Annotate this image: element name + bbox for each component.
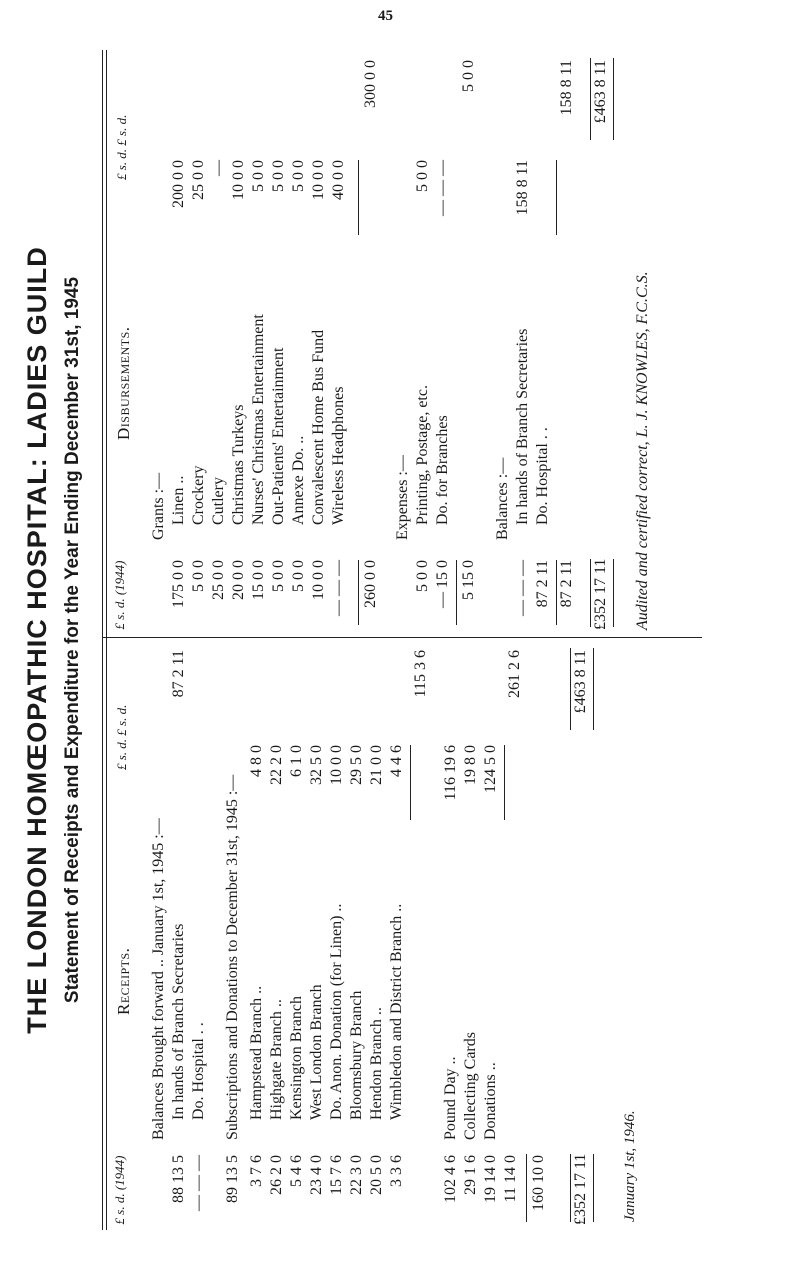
receipts-hospital-prev: — — — — [190, 1155, 207, 1211]
page-number: 45 — [378, 8, 393, 24]
branch-label: Kensington Branch — [288, 996, 305, 1120]
grant-value: 10 0 0 — [230, 160, 247, 200]
disb-bal-branch-label: In hands of Branch Secretaries — [514, 328, 531, 525]
expenses-prev-rule — [456, 560, 457, 625]
grant-label: Annexe Do. .. — [290, 435, 307, 525]
grants-prev-total: 260 0 0 — [362, 560, 379, 608]
grant-label: Wireless Headphones — [330, 386, 347, 525]
disb-expenses-label: Expenses :— — [394, 455, 411, 540]
receipts-branch-prev: 88 13 5 — [170, 1155, 187, 1203]
grant-prev: 5 0 0 — [190, 560, 207, 592]
grant-prev: 5 0 0 — [290, 560, 307, 592]
branch-label: Do. Anon. Donation (for Linen) .. — [328, 903, 345, 1120]
other-prev: 102 4 6 — [442, 1155, 459, 1203]
receipts-heading: Receipts. — [114, 947, 133, 1015]
receipts-prev-subtotal: 160 10 0 — [530, 1155, 547, 1211]
branch-subtotal: 115 3 6 — [412, 650, 429, 698]
branch-prev: 5 4 6 — [288, 1155, 305, 1187]
balances-rule — [556, 160, 557, 235]
grant-label: Linen .. — [170, 475, 187, 525]
grant-value: 40 0 0 — [330, 160, 347, 200]
expense-prev: 5 0 0 — [414, 560, 431, 592]
rotated-statement — [10, 50, 790, 1230]
branch-value: 21 0 0 — [368, 745, 385, 785]
grants-total: 300 0 0 — [362, 60, 379, 108]
branch-value: 29 5 0 — [348, 745, 365, 785]
receipts-subs-label: Subscriptions and Donations to December 31st, 1945 :— — [224, 774, 241, 1140]
other-prev: 19 14 0 — [482, 1155, 499, 1203]
branch-value: 6 1 0 — [288, 745, 305, 777]
top-rule-2 — [106, 50, 107, 1230]
grant-value: 10 0 0 — [310, 160, 327, 200]
branch-prev: 22 3 0 — [348, 1155, 365, 1195]
branch-value: 10 0 0 — [328, 745, 345, 785]
branch-label: Wimbledon and District Branch .. — [388, 903, 405, 1120]
receipts-hospital-label: Do. Hospital . . — [190, 1022, 207, 1120]
receipts-prev-total: £352 17 11 — [572, 1153, 589, 1225]
grants-rule — [358, 160, 359, 235]
grant-value: 25 0 0 — [190, 160, 207, 200]
branch-value: 4 8 0 — [248, 745, 265, 777]
other-value: 116 19 6 — [442, 745, 459, 801]
receipts-col-header: £ s. d. £ s. d. — [114, 704, 129, 770]
audit-footer: Audited and certified correct, L. J. KNOWLES, F.C.C.S. — [634, 271, 651, 630]
other-label: Collecting Cards — [462, 1032, 479, 1140]
other-label: Donations .. — [482, 1062, 499, 1140]
expense-value: 5 0 0 — [414, 160, 431, 192]
branch-label: Bloomsbury Branch — [348, 990, 365, 1120]
grant-prev: 175 0 0 — [170, 560, 187, 608]
branch-prev: 20 5 0 — [368, 1155, 385, 1195]
grant-value: 200 0 0 — [170, 160, 187, 208]
grant-prev: 5 0 0 — [270, 560, 287, 592]
expense-value: — — — — [434, 160, 451, 216]
branch-value: 32 5 0 — [308, 745, 325, 785]
expense-label: Printing, Postage, etc. — [414, 385, 431, 525]
branch-label: West London Branch — [308, 984, 325, 1120]
other-label: Pound Day .. — [442, 1056, 459, 1140]
disb-bal-hospital-prev: 87 2 11 — [534, 560, 551, 608]
balances-prev-total: 87 2 11 — [558, 560, 575, 608]
receipts-footer-date: January 1st, 1946. — [622, 1110, 638, 1222]
grant-label: Crockery — [190, 465, 207, 525]
expense-prev: — 15 0 — [434, 560, 451, 608]
other-value: 124 5 0 — [482, 745, 499, 793]
branch-label: Hampstead Branch .. — [248, 985, 265, 1120]
disb-bal-branch-prev: — — — — [514, 560, 531, 616]
receipts-prev-header: £ s. d. (1944) — [112, 1155, 127, 1225]
branch-subtotal-rule — [410, 745, 411, 820]
receipts-balances-label: Balances Brought forward .. January 1st, 1945 :— — [150, 818, 167, 1140]
disb-heading: Disbursements. — [114, 326, 133, 440]
grant-label: Christmas Turkeys — [230, 404, 247, 525]
grant-value: 5 0 0 — [290, 160, 307, 192]
balances-total: 158 8 11 — [558, 60, 575, 116]
grant-prev: 15 0 0 — [250, 560, 267, 600]
grant-label: Out-Patients' Entertainment — [270, 347, 287, 525]
branch-value: 4 4 6 — [388, 745, 405, 777]
receipts-prev-rule — [526, 1154, 527, 1222]
disb-prev-total: £352 17 11 — [592, 558, 609, 630]
statement-subtitle: Statement of Receipts and Expenditure for the Year Ending December 31st, 1945 — [62, 276, 83, 1004]
grant-value: — — [210, 160, 227, 176]
receipts-branch-label: In hands of Branch Secretaries — [170, 923, 187, 1120]
disb-total: £463 8 11 — [592, 60, 609, 124]
receipts-total: £463 8 11 — [572, 650, 589, 714]
other-subtotal-rule — [504, 745, 505, 820]
top-rule — [102, 50, 103, 1230]
expenses-prev-total: 5 15 0 — [460, 560, 477, 600]
receipts-subs-prev: 89 13 5 — [224, 1155, 241, 1203]
branch-prev: 26 2 0 — [268, 1155, 285, 1195]
expense-label: Do. for Branches — [434, 415, 451, 525]
balances-prev-rule — [556, 560, 557, 625]
disb-grants-list — [170, 50, 360, 1230]
branch-value: 22 2 0 — [268, 745, 285, 785]
grant-label: Convalescent Home Bus Fund — [310, 329, 327, 525]
branch-prev: 15 7 6 — [328, 1155, 345, 1195]
disb-bal-branch-value: 158 8 11 — [514, 160, 531, 216]
statement-title: THE LONDON HOMŒOPATHIC HOSPITAL: LADIES GUILD — [22, 246, 52, 1034]
grant-prev: 25 0 0 — [210, 560, 227, 600]
other-prev: 11 14 0 — [502, 1155, 519, 1203]
other-value: 19 8 0 — [462, 745, 479, 785]
disb-grants-label: Grants :— — [150, 472, 167, 540]
disb-prev-header: £ s. d. (1944) — [112, 560, 127, 630]
disb-col-header: £ s. d. £ s. d. — [114, 114, 129, 180]
disb-balances-label: Balances :— — [494, 457, 511, 540]
grant-prev: 10 0 0 — [310, 560, 327, 600]
branch-prev: 3 3 6 — [388, 1155, 405, 1187]
other-subtotal: 261 2 6 — [506, 650, 523, 698]
other-prev: 29 1 6 — [462, 1155, 479, 1195]
receipts-other-list — [442, 640, 562, 1230]
branch-label: Hendon Branch .. — [368, 1007, 385, 1120]
disb-bal-hospital-label: Do. Hospital . . — [534, 427, 551, 525]
receipts-hospital-value: 87 2 11 — [170, 650, 187, 698]
branch-prev: 23 4 0 — [308, 1155, 325, 1195]
branch-label: Highgate Branch .. — [268, 999, 285, 1120]
grant-label: Cutlery — [210, 477, 227, 525]
grant-prev: 20 0 0 — [230, 560, 247, 600]
grant-prev: — — — — [330, 560, 347, 616]
grant-value: 5 0 0 — [250, 160, 267, 192]
expenses-total: 5 0 0 — [460, 60, 477, 92]
grant-label: Nurses' Christmas Entertainment — [250, 314, 267, 525]
branch-prev: 3 7 6 — [248, 1155, 265, 1187]
grants-prev-rule — [358, 560, 359, 625]
grant-value: 5 0 0 — [270, 160, 287, 192]
